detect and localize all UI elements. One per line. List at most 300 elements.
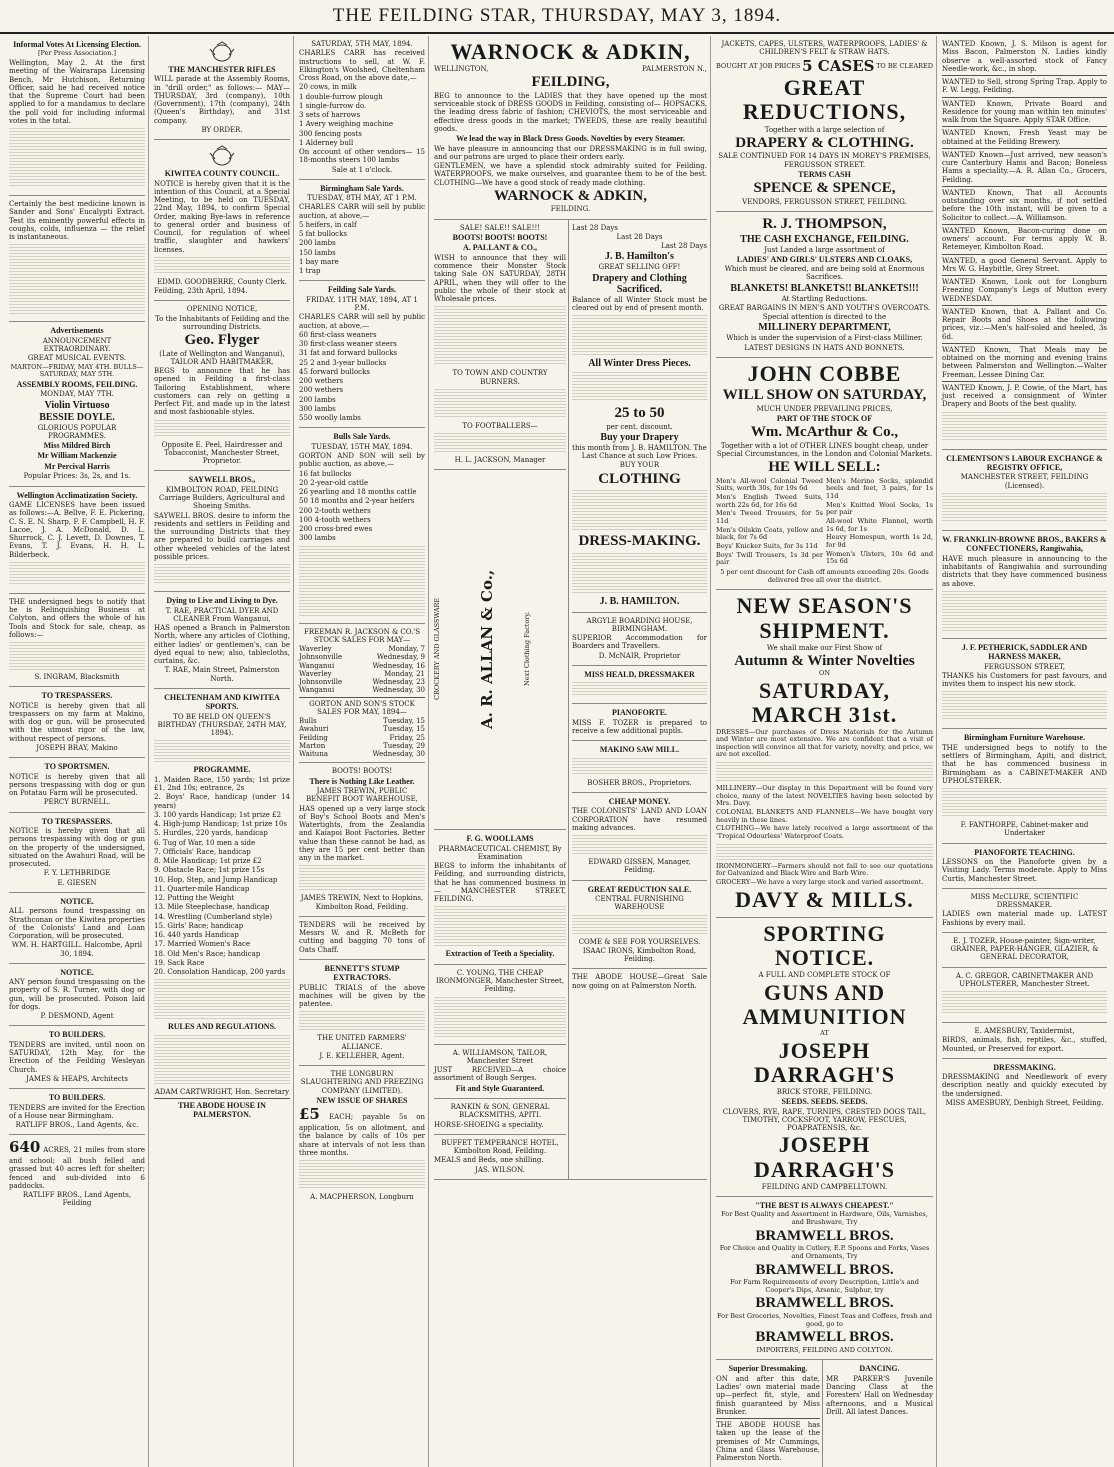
- ratliff-sign: RATLIFF BROS., Land Agents, &c.: [15, 1121, 139, 1130]
- dancing-ad: [826, 1360, 933, 1467]
- col4-split-area: [434, 220, 707, 1180]
- sell-list: [716, 477, 933, 568]
- clementson-ad: [942, 450, 1107, 531]
- sell-item: All-wool White Flannel, worth 1s 6d, for 1s: [826, 517, 933, 533]
- acres-number: 640: [9, 1138, 41, 1157]
- dressmaking-ad: [942, 1059, 1107, 1112]
- great-selling-off: GREAT SELLING OFF!: [598, 263, 681, 272]
- trespass-3-body: NOTICE is hereby given that all persons trespassing with dog or gun on the property of the undersigned, situated on the Awahuri Road, will be prosecuted.: [9, 827, 145, 869]
- feilding-yards-title: Feilding Sale Yards.: [328, 285, 396, 295]
- warnock-adkin-ad: [434, 36, 707, 220]
- lot-item: 200 cross-bred ewes: [299, 525, 373, 534]
- kiwitea-ad: [154, 140, 290, 301]
- programme-item: 8. Mile Handicap; 1st prize £2: [154, 857, 262, 866]
- miss-amesbury: MISS AMESBURY, Denbigh Street, Feilding.: [945, 1098, 1104, 1107]
- trespass-2-body: NOTICE is hereby given that all persons trespassing with dog or gun on Potatau Farm will be prosecuted.: [9, 772, 145, 798]
- bramwell-line: For Farm Requirements of every Description, Little's and Cooper's Dips, Arsenic, Sulphur, try: [730, 1278, 919, 1294]
- davy-mills-sign: DAVY & MILLS.: [735, 886, 914, 912]
- money-ad: [572, 793, 707, 881]
- bulls-title: Bulls Sale Yards.: [333, 432, 391, 442]
- kelleher-sign: J. E. KELLEHER, Agent.: [319, 1051, 405, 1060]
- acclimatization-ad: [9, 487, 145, 594]
- bought-job: BOUGHT AT JOB PRICES: [716, 61, 801, 70]
- tenders-ad: [299, 917, 425, 960]
- makino-ad: [572, 741, 707, 793]
- rae-body: HAS opened a Branch in Palmerston North, where any articles of Clothing, either ladies' or gentlemen's, can be dyed equal to new; also, tablecloths, curtains, &c.: [154, 624, 290, 665]
- bray-sign: JOSEPH BRAY, Makino: [36, 743, 118, 752]
- sell-item: Boys' Twill Trousers, 1s 3d per pair: [716, 550, 823, 567]
- amesbury-body: BIRDS, animals, fish, reptiles, &c., stuffed, Mounted, or Preserved for export.: [942, 1036, 1107, 1053]
- royal-crest-icon: [207, 41, 237, 63]
- will-show: WILL SHOW ON SATURDAY,: [722, 387, 927, 404]
- startling: At Startling Reductions.: [781, 294, 868, 303]
- importers: IMPORTERS, FEILDING AND COLYTON.: [756, 1345, 893, 1354]
- thompson-title: R. J. THOMPSON,: [762, 216, 887, 232]
- hamilton-sign: J. B. HAMILTON.: [599, 595, 680, 607]
- events: GREAT MUSICAL EVENTS.: [27, 354, 127, 363]
- bham-furn-body: THE undersigned begs to notify to the settlers of Birmingham, Apiti, and district, that he has commenced business in Birmingham as a CABINET-MAKER AND UPHOLSTERER.: [942, 743, 1107, 785]
- newspaper-page: [6, 36, 1108, 1462]
- carr-sale-1: [299, 36, 425, 180]
- pallant-title: A. PALLANT & CO.,: [463, 243, 537, 253]
- other-lines: Together with a lot of OTHER LINES bought cheap, under Special Circumstances, in the London and Colonial Markets.: [716, 441, 933, 459]
- rifles-body: WILL parade at the Assembly Rooms, in "drill order," as follows:— MAY—THURSDAY, 3rd (company), 10th (Government), 17th (company), 24th (Queen's Birthday), and 31st company.: [154, 75, 290, 125]
- stock-sale-row: Bulls Tuesday, 15: [299, 717, 425, 726]
- kiwitea-date: Feilding, 23th April, 1894.: [154, 287, 248, 296]
- cash-discount: 5 per cent discount for Cash off amounts exceeding 20s. Goods delivered free all over the district.: [720, 568, 929, 584]
- pallant-ad: [434, 220, 566, 471]
- clothing-title: CLOTHING: [598, 470, 681, 487]
- lot-item: 3 sets of harrows: [299, 111, 361, 119]
- guns-ammo: GUNS AND AMMUNITION: [742, 979, 907, 1029]
- accl-title: Wellington Acclimatization Society.: [16, 490, 138, 500]
- abode-body: THE ABODE HOUSE—Great Sale now going on at Palmerston North.: [572, 973, 707, 990]
- longburn-ad: [299, 1066, 425, 1206]
- sell-item: Men's Tweed Trousers, for 5s 11d: [716, 509, 823, 526]
- palmerston: PALMERSTON N.,: [642, 65, 707, 74]
- dates: MARTON—FRIDAY, MAY 4TH. BULLS—SATURDAY, MAY 5TH.: [10, 362, 144, 379]
- darragh-places: FEILDING AND CAMPBELLTOWN.: [761, 1182, 888, 1191]
- meals-body: MEALS and Beds, one shilling.: [434, 1156, 544, 1165]
- hamilton-title: J. B. Hamilton's: [605, 251, 674, 263]
- rankin-ad: [434, 1099, 566, 1135]
- petherick-body: THANKS his Customers for past favours, and invites them to inspect his new stock.: [942, 671, 1107, 689]
- lot-item: 1 Alderney bull: [299, 138, 354, 147]
- rae-sign: T. RAE, Main Street, Palmerston North.: [164, 666, 280, 683]
- warnock-dressmaking: We have pleasure in announcing that our DRESSMAKING is in full swing, and our patrons are urged to place their orders early.: [434, 144, 707, 161]
- lot-item: 30 first-class weaner steers: [299, 340, 397, 349]
- glorious: GLORIOUS POPULAR PROGRAMMES.: [37, 423, 117, 440]
- lot-item: 200 wethers: [299, 377, 344, 386]
- terms-cash: TERMS CASH: [798, 169, 851, 179]
- notice-2: [9, 964, 145, 1027]
- fanthorpe-sign: F. FANTHORPE, Cabinet-maker and Undertaker: [960, 821, 1089, 838]
- thompson-ad: [716, 212, 933, 358]
- saywell-title: SAYWELL BROS.,: [188, 475, 256, 485]
- lot-item: 20 cows, in milk: [299, 83, 357, 92]
- central-warehouse: CENTRAL FURNISHING WAREHOUSE: [595, 895, 684, 912]
- rae-title: T. RAE, PRACTICAL DYER AND CLEANER From Wanganui,: [165, 606, 279, 623]
- lot-item: 150 lambs: [299, 248, 336, 257]
- lot-item: 200 lambs: [299, 239, 336, 248]
- sell-item: Men's Oilskin Coats, yellow and black, for 7s 6d: [716, 525, 823, 542]
- allan-ad: [434, 470, 566, 830]
- percent-text: per cent. discount.: [606, 422, 673, 431]
- carr-3-date: FRIDAY, 11TH MAY, 1894, AT 1 P.M.: [306, 295, 418, 313]
- dancing-body: MR PARKER'S Juvenile Dancing Class at the Foresters' Hall on Wednesday afternoons, and a Musical Drill. All latest Dances.: [826, 1374, 933, 1416]
- abode-ad: [572, 969, 707, 995]
- woollams-ad: [434, 830, 566, 965]
- carr-2-body: CHARLES CARR will sell by public auction, at above,—: [299, 203, 425, 220]
- notice-1-body: ALL persons found trespassing on Strathconan or the Kiwitea properties of the Colonists' Land and Loan Corporation, will be prosecuted.: [9, 907, 145, 941]
- just-landed: Just Landed a large assortment of: [764, 245, 885, 254]
- bham-yards-title: Birmingham Sale Yards.: [320, 183, 404, 193]
- buy-sub: this month from J. B. HAMILTON. The Last Chance at such Low Prices.: [572, 443, 707, 461]
- programme-item: 5. Hurdles, 220 yards, handicap: [154, 829, 268, 838]
- dancing-title: DANCING.: [859, 1364, 900, 1374]
- sell-item: Men's Merino Socks, splendid heels and feet, 3 pairs, for 1s 11d: [826, 476, 933, 501]
- trewin-ad: [299, 763, 425, 916]
- votes-body: Wellington, May 2. At the first meeting of the Wairarapa Licensing Bench, Mr Hutchison, Returning Officer, said he had received notice that the Supreme Court had been applied to for a mandamus to declare the poll void for including informal votes in the total.: [9, 59, 145, 125]
- ratliff-sign-2: RATLIFF BROS., Land Agents, Feilding: [22, 1191, 132, 1208]
- builders-2-body: TENDERS are invited for the Erection of a House near Birmingham.: [9, 1103, 145, 1120]
- stock-sales-list: [299, 645, 425, 695]
- gorton-sales-list: [299, 717, 425, 758]
- balance-body: Balance of all Winter Stock must be cleared out by end of present month.: [572, 295, 707, 312]
- lot-item: 5 fat bullocks: [299, 230, 347, 239]
- wanted-item: WANTED Known, Private Board and Residence for young man within ten minutes' walk from the Square. Apply STAR Office.: [942, 99, 1107, 124]
- cartwright-sign: ADAM CARTWRIGHT, Hon. Secretary: [154, 1087, 290, 1096]
- sale-continued: SALE CONTINUED FOR 14 DAYS IN MOREY'S PREMISES, FERGUSSON STREET.: [718, 152, 931, 169]
- column-1: [6, 36, 149, 1467]
- to-be-cleared: TO BE CLEARED: [876, 61, 933, 70]
- gorton-body: GORTON AND SON will sell by public auction, as above,—: [299, 452, 425, 469]
- piano-title: PIANOFORTE.: [611, 708, 668, 718]
- allan-vertical: A. R. ALLAN & Co.,: [478, 569, 496, 729]
- town-country: TO TOWN AND COUNTRY BURNERS.: [452, 369, 548, 386]
- rifles-order: BY ORDER.: [201, 125, 243, 134]
- lot-item: 100 4-tooth wethers: [299, 515, 371, 524]
- woollams-body: BEGS to inform the inhabitants of Feilding, and surrounding districts, that he has commenced business in— MANCHESTER STREET, FEILDING.: [434, 862, 566, 904]
- wanted-item: WANTED, a good General Servant. Apply to Mrs W. G. Haybittle, Grey Street.: [942, 256, 1107, 273]
- petherick-title: J. F. PETHERICK, SADDLER AND HARNESS MAKER,: [961, 642, 1088, 662]
- stock-sales-ad: [299, 624, 425, 764]
- programme-list: [154, 776, 290, 977]
- carr-sale-3: [299, 281, 425, 428]
- ulsters-cloaks: LADIES' AND GIRLS' ULSTERS AND CLOAKS,: [736, 254, 913, 264]
- builders-2: [9, 1089, 145, 1135]
- received-body: JUST RECEIVED—A choice assortment of Bough Serges.: [434, 1066, 566, 1083]
- drapery-clothing: DRAPERY & CLOTHING.: [735, 134, 914, 151]
- programme-item: 2. Boys' Race, handicap (under 14 years): [154, 793, 290, 810]
- sports-title: CHELTENHAM AND KIWITEA SPORTS.: [164, 692, 280, 712]
- last-days-3: Last 28 Days: [661, 242, 707, 251]
- argyle-ad: [572, 613, 707, 666]
- lot-item: 20 2-year-old cattle: [299, 478, 369, 487]
- trespass-3: [9, 813, 145, 893]
- boots-title: BOOTS! BOOTS!: [331, 767, 393, 776]
- programme-item: 9. Obstacle Race; 1st prize 15s: [154, 866, 265, 875]
- programme-item: 11. Quarter-mile Handicap: [154, 884, 250, 893]
- carr-2-date: TUESDAY, 8TH MAY, AT 1 P.M.: [307, 194, 417, 203]
- lot-item: 25 2 and 3-year bullocks: [299, 358, 387, 367]
- pt-body: LESSONS on the Pianoforte given by a Visiting Lady. Terms moderate. Apply to Miss Curtis, Manchester Street.: [942, 858, 1107, 883]
- column-5: [713, 36, 937, 1467]
- clementson-title: CLEMENTSON'S LABOUR EXCHANGE & REGISTRY OFFICE,: [946, 453, 1103, 472]
- williamson-title: A. WILLIAMSON, TAILOR, Manchester Street: [452, 1048, 548, 1065]
- stock-sale-row: Wanganui Wednesday, 16: [299, 661, 425, 670]
- abode-house-2: THE ABODE HOUSE IN PALMERSTON.: [178, 1101, 266, 1120]
- amesbury-ad: [942, 1023, 1107, 1059]
- dressmaking-title: DRESS-MAKING.: [578, 533, 701, 550]
- programme-item: 10. Hop, Step, and Jump Handicap: [154, 875, 278, 884]
- stock-sale-row: Marton Tuesday, 29: [299, 741, 425, 750]
- builders-1: [9, 1026, 145, 1089]
- flyger-body: BEGS to announce that he has opened in Feilding a first-class Tailoring Establishment, where customers can rely on getting a Perfect Fit, and made up in the latest and most fashionable styles.: [154, 367, 290, 417]
- farmers-alliance: THE UNITED FARMERS' ALLIANCE.: [317, 1034, 407, 1051]
- bulls-date: TUESDAY, 15TH MAY, 1894.: [311, 442, 413, 451]
- together-line: Together with a large selection of: [764, 125, 885, 134]
- notice-1-title: NOTICE.: [60, 896, 94, 906]
- sporting-notice: SPORTING NOTICE.: [763, 920, 886, 971]
- lot-item: 1 single-furrow do.: [299, 101, 367, 110]
- amesbury-title: E. AMESBURY, Taxidermist,: [974, 1027, 1075, 1035]
- blankets-para: COLONIAL BLANKETS AND FLANNELS—We have bought very heavily in these lines.: [716, 808, 933, 824]
- bramwell-line: For Best Groceries, Novelties, Finest Teas and Coffees, fresh and good, go to: [717, 1311, 932, 1328]
- mackenzie: Mr William Mackenzie: [37, 451, 117, 461]
- votes-title: Informal Votes At Licensing Election.: [13, 40, 141, 49]
- masthead-title: THE FEILDING STAR, THURSDAY, MAY 3, 1894.: [332, 5, 782, 26]
- cobbe-ad: [716, 358, 933, 590]
- money-title: CHEAP MONEY.: [608, 796, 671, 806]
- lot-item: 300 fencing posts: [299, 129, 362, 138]
- doyle: BESSIE DOYLE.: [39, 411, 115, 423]
- dm-body: DRESSMAKING and Needlework of every description neatly and quickly executed by the undersigned.: [942, 1073, 1107, 1098]
- programme-item: 7. Officials' Race, handicap: [154, 847, 251, 856]
- isaac-sign: ISAAC IRONS, Kimbolton Road, Feilding.: [582, 946, 697, 964]
- opening-to: To the Inhabitants of Feilding and the surrounding Districts.: [155, 314, 289, 331]
- boots-banner: BOOTS! BOOTS! BOOTS!: [452, 232, 548, 242]
- winter-pieces: All Winter Dress Pieces.: [588, 358, 691, 370]
- spence-sub: VENDORS, FERGUSSON STREET, FEILDING.: [742, 197, 907, 206]
- shares-title: NEW ISSUE OF SHARES: [316, 1095, 408, 1105]
- column-4: [431, 36, 711, 1467]
- dm-title: DRESSMAKING.: [993, 1062, 1056, 1072]
- franklin-body: HAVE much pleasure in announcing to the inhabitants of Rangiwahia and surrounding districts that they have commenced business as above.: [942, 554, 1107, 588]
- grocery-para: GROCERY—We have a very large stock and varied assortment.: [716, 878, 924, 887]
- percent-discount: 25 to 50: [614, 405, 665, 422]
- trespass-1-body: NOTICE is hereby given that all trespassers on my farm at Makino, with dog or gun, will be prosecuted with the utmost rigor of the law, without respect of persons.: [9, 701, 145, 743]
- darragh-title: JOSEPH DARRAGH'S: [753, 1037, 895, 1087]
- bosher-sign: BOSHER BROS., Proprietors.: [587, 778, 692, 787]
- bramwell-name: BRAMWELL BROS.: [755, 1295, 894, 1312]
- lot-item: 550 woolly lambs: [299, 414, 361, 423]
- rooms: ASSEMBLY ROOMS, FEILDING.: [16, 379, 138, 389]
- accl-body: GAME LICENSES have been issued as follows:—A. Bellve, F. E. Pickering, C. S. E. N. Sharp, F. F. Campbell, H. F. Lacoe, J. A. McDonald, D. L. Shurrock, C. J. Levett, D. Downes, T. Evans, T. J. Evans, H. H. L. Bilderbeck.: [9, 501, 145, 559]
- wanted-item: WANTED Known, J. P. Cowie, of the Mart, has just received a consignment of Winter Drapery and Boots of the best quality.: [942, 383, 1107, 409]
- gissen-sign: EDWARD GISSEN, Manager, Feilding.: [588, 858, 691, 875]
- flyger-ad: [154, 301, 290, 471]
- bargains: GREAT BARGAINS IN MEN'S AND YOUTH'S OVERCOATS.: [718, 303, 931, 312]
- millinery-para: MILLINERY—Our display in this Department will be found very choice, many of the latest NOVELTIES having been selected by Mrs. Davy.: [716, 784, 933, 808]
- lethbridge-sign: F. Y. LETHBRIDGE: [43, 869, 111, 878]
- sale-time: Sale at 1 o'clock.: [331, 165, 393, 174]
- wanted-item: WANTED Known, Bacon-curing done on owners' account. For terms apply W. B. Retemeyer, Kimbolton Road.: [942, 226, 1107, 252]
- wanted-item: WANTED Known, That Meals may be obtained on the morning and evening trains between Palmerston and Wellington.—Walter Freeman, Lessee Dining Car.: [942, 345, 1107, 379]
- feilding: FEILDING,: [531, 74, 610, 91]
- gorton-sales-title: GORTON AND SON'S STOCK SALES FOR MAY, 1894—: [309, 699, 415, 716]
- wanted-item: WANTED Known, Fresh Yeast may be obtained at the Feilding Brewery.: [942, 129, 1107, 146]
- acres-ad: [9, 1135, 145, 1212]
- eucalypti-ad: [9, 196, 145, 322]
- programme-item: 16. 440 yards Handicap: [154, 931, 239, 940]
- last-days-1: Last 28 Days: [572, 223, 618, 232]
- builders-1-body: TENDERS are invited, until noon on SATURDAY, 12th May, for the Erection of the Feilding Wesleyan Church.: [9, 1040, 145, 1074]
- bennett-ad: [299, 960, 425, 1066]
- woollams-title: F. G. WOOLLAMS: [466, 834, 534, 844]
- stock-sale-row: Wanganui Wednesday, 30: [299, 686, 425, 695]
- footballers: TO FOOTBALLERS—: [462, 421, 538, 430]
- mcnair-sign: D. McNAIR, Proprietor: [598, 651, 681, 660]
- lot-item: 1 Avery weighing machine: [299, 120, 394, 129]
- trewin-body: HAS opened up a very large stock of Boy's School Boots and Men's Watertights, from the Zealandia and Kaiapoi Boot Factories. Better value than these cannot be had, as they are 15 per cent better than any in the market.: [299, 804, 425, 862]
- bham-furn-title: Birmingham Furniture Warehouse.: [963, 733, 1086, 743]
- lot-item: 200 lambs: [299, 395, 336, 404]
- tenders-body: TENDERS will be received by Messrs W. and R. McBeth for cutting and bagging 70 tons of Oats Chaff.: [299, 920, 425, 954]
- acres-body: ACRES, 21 miles from store and school; all bush felled and grassed but 40 acres left for shelter; fenced and sub-divided into 6 paddocks.: [9, 1146, 145, 1190]
- five-cases: 5 CASES: [802, 56, 875, 75]
- lot-item: 200 wethers: [299, 386, 344, 395]
- sell-item: Men's Knitted Wool Socks, 1s per pair: [826, 500, 933, 517]
- votes-source: [Per Press Association.]: [38, 49, 116, 58]
- trespass-3-title: TO TRESPASSERS.: [41, 816, 113, 826]
- lot-item: 1 bay mare: [299, 257, 339, 266]
- on-word: ON: [818, 669, 831, 678]
- saywell-body: SAYWELL BROS. desire to inform the residents and settlers in Feilding and the surrounding Districts that they are prepared to build carriages and other wheeled vehicles of the latest possible prices.: [154, 511, 290, 561]
- mcclure-ad: [942, 889, 1107, 933]
- pallant-body: WISH to announce that they will commence their Monster Stock taking Sale ON SATURDAY, 28TH APRIL, when they will offer to the public the whole of their stock at Wholesale prices.: [434, 253, 566, 303]
- last-days-2: Last 28 Days: [616, 232, 663, 241]
- programme-item: 15. Girls' Race; handicap: [154, 921, 244, 930]
- buffet-title: BUFFET TEMPERANCE HOTEL, Kimbolton Road, Feilding.: [441, 1138, 559, 1156]
- much-under: MUCH UNDER PREVAILING PRICES,: [756, 404, 893, 413]
- stock-sale-row: Awahuri Tuesday, 15: [299, 725, 425, 734]
- allan-sub-vertical: Next Clothing Factory.: [523, 612, 531, 687]
- dresses-para: DRESSES—Our purchases of Dress Materials for the Autumn and Winter are most extensive. We are confident that a visit of inspection will convince all that for variety, novelty, and price, we are not excelled.: [716, 727, 933, 759]
- shares-amount: £5: [299, 1105, 320, 1124]
- lot-item: 50 18 months and 2-year heifers: [299, 497, 415, 506]
- williamson-ad: [434, 1045, 566, 1099]
- sell-item: Women's Ulsters, 10s 6d and 15s 6d: [826, 549, 933, 566]
- spence-ad: [716, 36, 933, 212]
- cash-exchange: THE CASH EXCHANGE, FEILDING.: [740, 233, 909, 245]
- trespass-1-title: TO TRESPASSERS.: [41, 691, 113, 701]
- lot-item: 31 fat and forward bullocks: [299, 349, 398, 358]
- first-show: We shall make our First Show of: [766, 643, 883, 652]
- darragh-ad: [716, 918, 933, 1197]
- monday: MONDAY, MAY 7TH.: [40, 390, 114, 399]
- cleared-line: Which must be cleared, and are being sold at Enormous Sacrifices.: [724, 265, 925, 282]
- lot-item: 300 lambs: [299, 404, 336, 413]
- cobbe-title: JOHN COBBE: [747, 360, 902, 386]
- franklin-title: W. FRANKLIN-BROWNE BROS., BAKERS & CONFECTIONERS, Rangiwahia,: [942, 534, 1107, 554]
- stock-sale-row: Waverley Monday, 7: [299, 645, 425, 654]
- giesen-sign: E. GIESEN: [57, 878, 97, 887]
- notice-2-body: ANY person found trespassing on the property of S. R. Turner, with dog or gun, will be prosecuted. Poison laid for dogs.: [9, 978, 145, 1011]
- programme-item: 18. Old Men's Race; handicap: [154, 949, 261, 958]
- opening-notice: OPENING NOTICE,: [186, 305, 258, 314]
- warnock-gentlemen: GENTLEMEN, we have a splendid stock admirably suited for Feilding. WATERPROOFS, we make ourselves, and guarantee them to be of the best. CLOTHING—We have a good stock of ready made clothing.: [434, 162, 707, 187]
- builders-1-title: TO BUILDERS.: [48, 1030, 106, 1040]
- programme-item: 12. Putting the Weight: [154, 894, 235, 903]
- superior-body: ON and after this date, Ladies' own material made up—perfect fit, style, and finish guaranteed by Miss Brunker.: [716, 1374, 820, 1416]
- extraction: Extraction of Teeth a Speciality.: [445, 949, 555, 959]
- come-see: COME & SEE FOR YOURSELVES.: [578, 937, 701, 946]
- petherick-ad: [942, 639, 1107, 730]
- superior-dressmaking: Superior Dressmaking.: [728, 1364, 808, 1374]
- drapery-sacrificed: Drapery and Clothing Sacrificed.: [592, 272, 687, 295]
- flyger-address: Opposite E. Peel, Hairdresser and Tobacconist, Manchester Street, Proprietor.: [161, 440, 283, 466]
- stock-sale-row: Waituna Wednesday, 30: [299, 750, 425, 759]
- wanted-item: WANTED Known—Just arrived, new season's cure Canterbury Hams and Bacon; Boneless Hams a speciality.—A. R. Allan Co., Grocers, Feilding.: [942, 150, 1107, 184]
- rules-title: RULES AND REGULATIONS.: [167, 1022, 277, 1032]
- warnock-title: WARNOCK & ADKIN,: [450, 39, 691, 64]
- column-6: [939, 36, 1110, 1467]
- programme-item: 19. Sack Race: [154, 958, 205, 967]
- stock-sales-title: FREEMAN R. JACKSON & CO.'S STOCK SALES FOR MAY—: [303, 627, 421, 644]
- wellington: WELLINGTON,: [434, 65, 489, 74]
- prices: Popular Prices: 3s, 2s, and 1s.: [23, 472, 131, 481]
- programme-item: 6. Tug of War, 10 men a side: [154, 838, 256, 847]
- crockery-vertical: CROCKERY AND GLASSWARE: [433, 598, 441, 701]
- trespass-2-title: TO SPORTSMEN.: [44, 762, 110, 772]
- bennett-body: PUBLIC TRIALS of the above machines will be given by the patentee.: [299, 983, 425, 1009]
- gorton-sale: [299, 428, 425, 623]
- ingram-sign: S. INGRAM, Blacksmith: [34, 673, 120, 682]
- rifles-title: THE MANCHESTER RIFLES: [168, 65, 276, 74]
- notice-2-title: NOTICE.: [60, 967, 94, 977]
- bramwell-name: BRAMWELL BROS.: [755, 1227, 894, 1244]
- wanted-item: WANTED to Sell, strong Spring Trap. Apply to F. W. Legg, Feilding.: [942, 78, 1107, 95]
- lot-item: 60 first-class weaners: [299, 330, 377, 339]
- tozer-title: E. J. TOZER, House-painter, Sign-writer, GRAINER, PAPER-HANGER, GLAZIER, & GENERAL DECORATOR,: [950, 936, 1099, 962]
- bramwell-line: For Best Quality and Assortment in Hardware, Oils, Varnishes, and Brushware, Try: [721, 1210, 928, 1227]
- argyle-title: ARGYLE BOARDING HOUSE, BIRMINGHAM.: [586, 616, 693, 633]
- tozer-body: MISS F. TOZER is prepared to receive a few additional pupils.: [572, 718, 707, 735]
- latest-designs: LATEST DESIGNS IN HATS AND BONNETS.: [744, 343, 905, 352]
- at-word: AT: [820, 1028, 829, 1037]
- he-will-sell: HE WILL SELL:: [768, 459, 881, 476]
- votes-article: [9, 36, 145, 196]
- jackson-sign: H. L. JACKSON, Manager: [454, 456, 546, 464]
- lot-item: 26 yearling and 18 months cattle: [299, 488, 417, 497]
- bennett-title: BENNETT'S STUMP EXTRACTORS.: [324, 963, 400, 983]
- wanted-item: WANTED Known, That all Accounts outstanding over six months, if not settled before the 10th instant, will be given to a Solicitor to collect.—A. Williamson.: [942, 188, 1107, 222]
- clothing-para: CLOTHING—We have lately received a large assortment of the 'Tropical Odourless' Waterproof Coats.: [716, 824, 933, 841]
- violin: Violin Virtuoso: [44, 399, 110, 411]
- programme-item: 1. Maiden Race, 150 yards; 1st prize £1, 2nd 10s; entrance, 2s: [154, 775, 290, 793]
- carr-1-more: On account of other vendors— 15 18-months steers 100 lambs: [299, 148, 425, 165]
- milliner-line: Which is under the supervision of a First-class Milliner.: [726, 334, 923, 343]
- fit-style: Fit and Style Guaranteed.: [455, 1083, 545, 1093]
- col4-right: [572, 220, 707, 1179]
- wanted-item: WANTED Known, that A. Pallant and Co. Repair Boots and Shoes at the following prices, viz.:—Men's half-soled and heeled, 3s 6d.: [942, 307, 1107, 341]
- sports-date: TO BE HELD ON QUEEN'S BIRTHDAY (THURSDAY, 24TH MAY, 1894).: [157, 712, 287, 738]
- special-attention: Special attention is directed to the: [762, 313, 887, 322]
- lead-the-way: We lead the way in Black Dress Goods. Novelties by every Steamer.: [456, 134, 685, 144]
- harris: Mr Percival Harris: [44, 461, 110, 471]
- flyger-sub: (Late of Wellington and Wanganui), TAILOR AND HABITMAKER,: [159, 349, 285, 366]
